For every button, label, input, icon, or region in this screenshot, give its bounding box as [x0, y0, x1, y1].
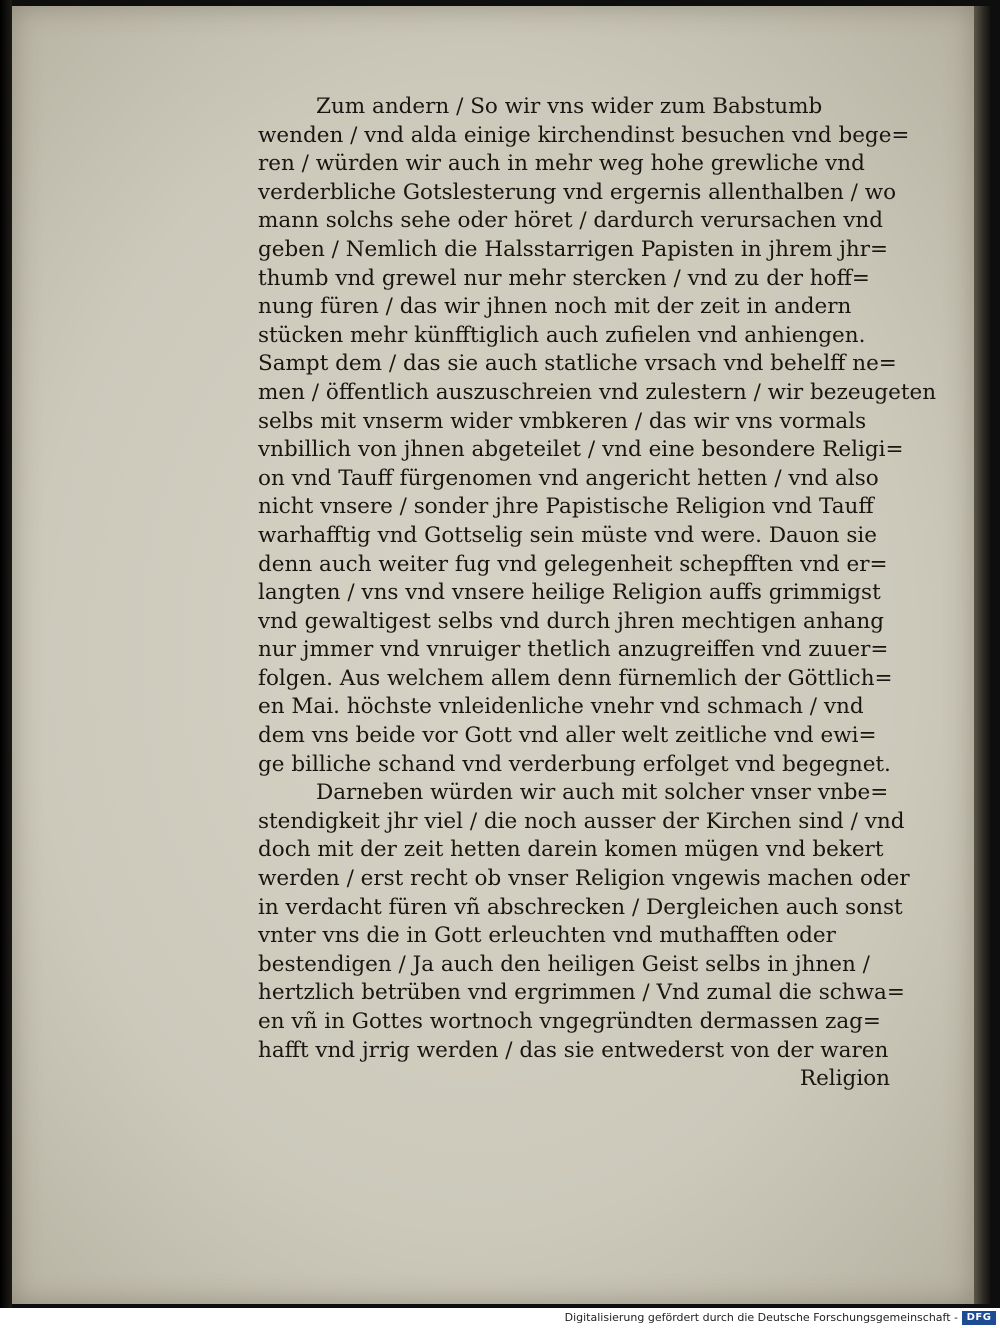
text-line: on vnd Tauff fürgenomen vnd angericht hetten / vnd also — [258, 465, 879, 491]
text-line: werden / erst recht ob vnser Religion vngewis machen oder — [258, 866, 910, 892]
dfg-logo: DFG — [962, 1311, 996, 1325]
text-line: en Mai. höchste vnleidenliche vnehr vnd schmach / vnd — [258, 694, 864, 720]
text-line: Darneben würden wir auch mit solcher vnser vnbe= — [316, 780, 889, 806]
page-fore-edge — [974, 6, 990, 1304]
text-line: folgen. Aus welchem allem denn fürnemlich der Göttlich= — [258, 665, 893, 691]
text-line: wenden / vnd alda einige kirchendinst besuchen vnd bege= — [258, 122, 910, 148]
text-line: langten / vns vnd vnsere heilige Religion auffs grimmigst — [258, 580, 881, 606]
text-line: hafft vnd jrrig werden / das sie entwederst von der waren — [258, 1037, 889, 1063]
text-line: bestendigen / Ja auch den heiligen Geist selbs in jhnen / — [258, 951, 870, 977]
text-line: dem vns beide vor Gott vnd aller welt zeitliche vnd ewi= — [258, 723, 877, 749]
text-line: vnbillich von jhnen abgeteilet / vnd eine besondere Religi= — [258, 437, 904, 463]
text-line: men / öffentlich auszuschreien vnd zulestern / wir bezeugeten — [258, 379, 937, 405]
text-line: ren / würden wir auch in mehr weg hohe grewliche vnd — [258, 151, 865, 177]
text-line: doch mit der zeit hetten darein komen mügen vnd bekert — [258, 837, 884, 863]
text-line: stendigkeit jhr viel / die noch ausser der Kirchen sind / vnd — [258, 808, 905, 834]
text-line: mann solchs sehe oder höret / dardurch verursachen vnd — [258, 208, 884, 234]
text-line: Sampt dem / das sie auch statliche vrsach vnd behelff ne= — [258, 351, 897, 377]
text-line: nung füren / das wir jhnen noch mit der zeit in andern — [258, 294, 852, 320]
funding-credit: Digitalisierung gefördert durch die Deutsche Forschungsgemeinschaft - — [564, 1311, 958, 1324]
text-line: thumb vnd grewel nur mehr stercken / vnd zu der hoff= — [258, 265, 870, 291]
text-line: verderbliche Gotslesterung vnd ergernis allenthalben / wo — [258, 179, 897, 205]
text-line: geben / Nemlich die Halsstarrigen Papisten in jhrem jhr= — [258, 236, 889, 262]
text-line: vnter vns die in Gott erleuchten vnd muthafften oder — [258, 923, 836, 949]
fraktur-text-block — [258, 93, 937, 1094]
text-line: warhafftig vnd Gottselig sein müste vnd were. Dauon sie — [258, 522, 877, 548]
text-line: selbs mit vnserm wider vmbkeren / das wir vns vormals — [258, 408, 867, 434]
text-line: nur jmmer vnd vnruiger thetlich anzugreiffen vnd zuuer= — [258, 637, 889, 663]
text-line: nicht vnsere / sonder jhre Papistische Religion vnd Tauff — [258, 494, 874, 520]
text-line: vnd gewaltigest selbs vnd durch jhren mechtigen anhang — [258, 608, 884, 634]
text-line: en vñ in Gottes wortnoch vngegründten dermassen zag= — [258, 1009, 881, 1034]
book-binding-edge — [0, 0, 12, 1308]
catchword: Religion — [799, 1066, 890, 1092]
text-line: Zum andern / So wir vns wider zum Babstumb — [316, 94, 823, 119]
text-line: in verdacht füren vñ abschrecken / Dergleichen auch sonst — [258, 894, 903, 920]
footer-bar — [0, 1308, 1000, 1328]
text-line: hertzlich betrüben vnd ergrimmen / Vnd zumal die schwa= — [258, 980, 905, 1006]
text-line: ge billiche schand vnd verderbung erfolget vnd begegnet. — [258, 751, 891, 777]
text-line: denn auch weiter fug vnd gelegenheit schepfften vnd er= — [258, 551, 888, 577]
text-line: stücken mehr künfftiglich auch zufielen vnd anhiengen. — [258, 322, 866, 348]
